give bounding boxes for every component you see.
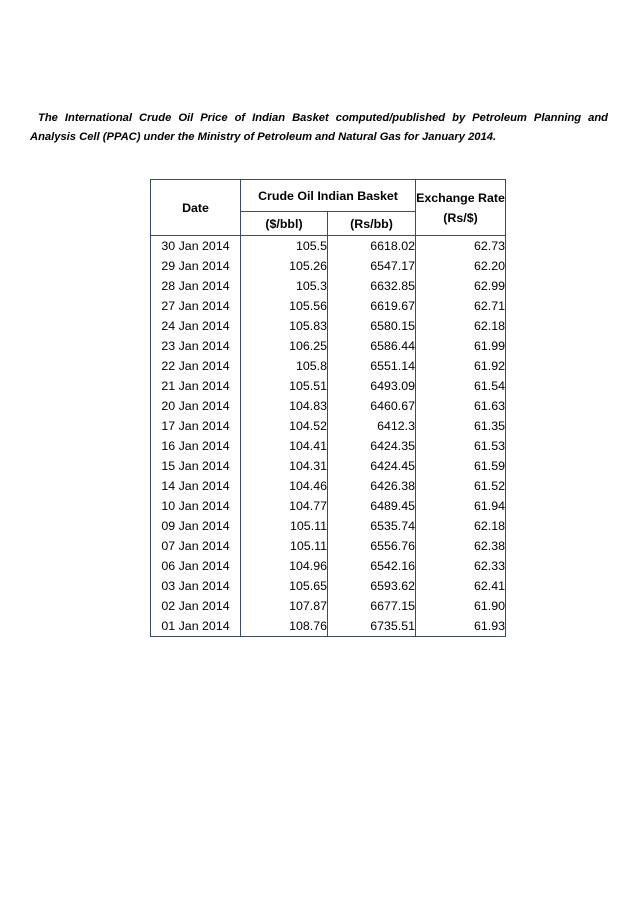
- date-cell: 21 Jan 2014: [151, 376, 241, 396]
- usd-cell: 105.26: [241, 256, 328, 276]
- date-cell: 01 Jan 2014: [151, 616, 241, 637]
- table-row: [151, 356, 506, 376]
- table-row: [151, 496, 506, 516]
- fx-cell: 61.92: [416, 356, 506, 376]
- rs-cell: 6593.62: [328, 576, 416, 596]
- fx-cell: 61.35: [416, 416, 506, 436]
- date-cell: 06 Jan 2014: [151, 556, 241, 576]
- fx-cell: 61.59: [416, 456, 506, 476]
- table-row: [151, 516, 506, 536]
- fx-cell: 61.54: [416, 376, 506, 396]
- date-cell: 02 Jan 2014: [151, 596, 241, 616]
- rs-cell: 6632.85: [328, 276, 416, 296]
- rs-cell: 6547.17: [328, 256, 416, 276]
- table-row: [151, 296, 506, 316]
- fx-cell: 62.71: [416, 296, 506, 316]
- usd-cell: 105.83: [241, 316, 328, 336]
- rs-cell: 6424.45: [328, 456, 416, 476]
- fx-cell: 62.20: [416, 256, 506, 276]
- fx-cell: 61.63: [416, 396, 506, 416]
- date-cell: 24 Jan 2014: [151, 316, 241, 336]
- usd-cell: 105.51: [241, 376, 328, 396]
- rs-cell: 6424.35: [328, 436, 416, 456]
- date-column-header: Date: [151, 180, 241, 236]
- date-cell: 23 Jan 2014: [151, 336, 241, 356]
- table-row: [151, 416, 506, 436]
- rs-cell: 6618.02: [328, 236, 416, 257]
- intro-paragraph: The International Crude Oil Price of Indian Basket computed/published by Petroleum Planning and Analysis Cell (PPAC) under the Ministry of Petroleum and Natural Gas for January 2014.: [30, 112, 608, 143]
- table-row: [151, 376, 506, 396]
- date-cell: 09 Jan 2014: [151, 516, 241, 536]
- fx-cell: 62.33: [416, 556, 506, 576]
- usd-cell: 105.11: [241, 516, 328, 536]
- table-row: [151, 236, 506, 257]
- table-row: [151, 396, 506, 416]
- table-row: [151, 536, 506, 556]
- rs-cell: 6677.15: [328, 596, 416, 616]
- fx-cell: 61.52: [416, 476, 506, 496]
- fx-cell: 62.18: [416, 316, 506, 336]
- table-row: [151, 336, 506, 356]
- table-row: [151, 456, 506, 476]
- usd-cell: 105.65: [241, 576, 328, 596]
- usd-cell: 104.96: [241, 556, 328, 576]
- date-cell: 14 Jan 2014: [151, 476, 241, 496]
- usd-cell: 104.77: [241, 496, 328, 516]
- date-cell: 29 Jan 2014: [151, 256, 241, 276]
- usd-cell: 107.87: [241, 596, 328, 616]
- usd-cell: 105.11: [241, 536, 328, 556]
- date-cell: 03 Jan 2014: [151, 576, 241, 596]
- rs-cell: 6493.09: [328, 376, 416, 396]
- table-row: [151, 556, 506, 576]
- fx-cell: 62.41: [416, 576, 506, 596]
- date-cell: 15 Jan 2014: [151, 456, 241, 476]
- usd-cell: 105.8: [241, 356, 328, 376]
- date-cell: 30 Jan 2014: [151, 236, 241, 257]
- basket-column-header: Crude Oil Indian Basket: [241, 180, 416, 212]
- crude-oil-price-table: [150, 179, 506, 637]
- date-cell: 16 Jan 2014: [151, 436, 241, 456]
- fx-cell: 61.53: [416, 436, 506, 456]
- rs-cell: 6556.76: [328, 536, 416, 556]
- fx-cell: 61.93: [416, 616, 506, 637]
- table-row: [151, 576, 506, 596]
- table-row: [151, 276, 506, 296]
- table-row: [151, 436, 506, 456]
- fx-cell: 61.90: [416, 596, 506, 616]
- date-cell: 27 Jan 2014: [151, 296, 241, 316]
- date-cell: 10 Jan 2014: [151, 496, 241, 516]
- table-row: [151, 316, 506, 336]
- date-cell: 22 Jan 2014: [151, 356, 241, 376]
- usd-cell: 104.41: [241, 436, 328, 456]
- rs-cell: 6551.14: [328, 356, 416, 376]
- usd-cell: 106.25: [241, 336, 328, 356]
- date-cell: 07 Jan 2014: [151, 536, 241, 556]
- fx-cell: 61.99: [416, 336, 506, 356]
- date-cell: 28 Jan 2014: [151, 276, 241, 296]
- fx-cell: 62.73: [416, 236, 506, 257]
- rs-cell: 6542.16: [328, 556, 416, 576]
- fx-cell: 62.38: [416, 536, 506, 556]
- table-row: [151, 596, 506, 616]
- date-cell: 20 Jan 2014: [151, 396, 241, 416]
- exchange-rate-column-header: Exchange Rate (Rs/$): [416, 180, 506, 236]
- usd-cell: 104.46: [241, 476, 328, 496]
- usd-cell: 104.83: [241, 396, 328, 416]
- usd-cell: 105.3: [241, 276, 328, 296]
- rs-cell: 6426.38: [328, 476, 416, 496]
- usd-cell: 104.52: [241, 416, 328, 436]
- rs-cell: 6489.45: [328, 496, 416, 516]
- fx-cell: 62.18: [416, 516, 506, 536]
- table-row: [151, 256, 506, 276]
- usd-cell: 105.5: [241, 236, 328, 257]
- table-row: [151, 616, 506, 637]
- rs-per-bbl-subheader: (Rs/bb): [328, 212, 416, 236]
- rs-cell: 6586.44: [328, 336, 416, 356]
- usd-cell: 108.76: [241, 616, 328, 637]
- fx-cell: 61.94: [416, 496, 506, 516]
- rs-cell: 6735.51: [328, 616, 416, 637]
- usd-cell: 104.31: [241, 456, 328, 476]
- rs-cell: 6535.74: [328, 516, 416, 536]
- rs-cell: 6460.67: [328, 396, 416, 416]
- table-row: [151, 476, 506, 496]
- fx-cell: 62.99: [416, 276, 506, 296]
- rs-cell: 6580.15: [328, 316, 416, 336]
- usd-cell: 105.56: [241, 296, 328, 316]
- usd-per-bbl-subheader: ($/bbl): [241, 212, 328, 236]
- rs-cell: 6619.67: [328, 296, 416, 316]
- rs-cell: 6412.3: [328, 416, 416, 436]
- date-cell: 17 Jan 2014: [151, 416, 241, 436]
